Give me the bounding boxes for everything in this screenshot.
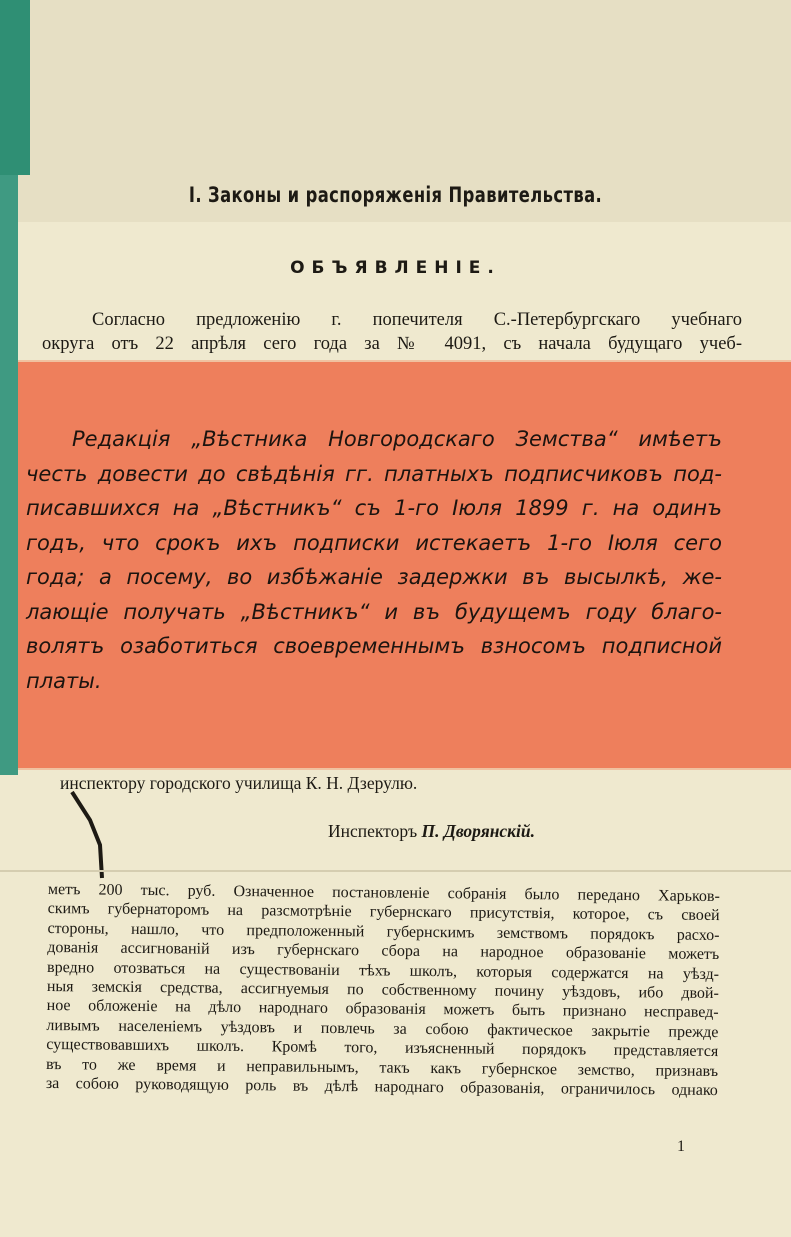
sticker-line: писавшихся на „Вѣстникъ“ съ 1-го Іюля 1899 г. на одинъ [26,496,722,520]
sticker-line: годъ, что срокъ ихъ подписки истекаетъ 1-го Іюля сего [26,530,722,555]
signature [328,821,535,842]
sticker-line: платы. [26,668,102,693]
cover-edge-top [0,0,30,175]
paper-tear-mark [70,790,110,880]
paragraph-3 [46,880,720,1100]
signature-name: П. Дворянскій. [421,821,536,841]
sticker-line: лающіе получать „Вѣстникъ“ и въ будущемъ году благо- [26,599,722,624]
paragraph-3-line: дованія ассигнованій изъ губернскаго сбора на народное образованіе можетъ [47,939,720,964]
paragraph-1-line-1: Согласно предложенію г. попечителя С.-Петербургскаго учебнаго [92,310,742,330]
announcement-title: ОБЪЯВЛЕНIЕ. [290,258,501,278]
page-number: 1 [677,1138,685,1155]
sticker-line: волятъ озаботиться своевременнымъ взносомъ подписной [26,634,722,658]
sticker-line: честь довести до свѣдѣнія гг. платныхъ подписчиковъ под- [26,461,722,486]
paragraph-3-line: стороны, нашло, что предположенный губернскимъ земствомъ порядокъ расхо- [47,919,720,944]
paragraph-3-line: ливымъ населеніемъ уѣздовъ и повлечь за собою фактическое закрытіе прежде [46,1016,719,1041]
signature-role: Инспекторъ [328,821,418,841]
paragraph-3-line: скимъ губернаторомъ на разсмотрѣніе губернскаго присутствія, которое, съ своей [47,900,720,925]
sticker-notice-text [26,422,722,698]
paragraph-2: инспектору городского училища К. Н. Дзерулю. [60,773,418,793]
paragraph-3-line: метъ 200 тыс. руб. Означенное постановленіе собранія было передано Харьков- [47,880,720,906]
sticker-line: года; а посему, во избѣжаніе задержки въ высылкѣ, же- [26,565,722,589]
page-fold-line [0,870,791,872]
paragraph-1 [42,308,742,356]
sticker-line: Редакція „Вѣстника Новгородскаго Земства“ имѣетъ [72,427,722,451]
paragraph-1-line-2: округа отъ 22 апрѣля сего года за № 4091, съ начала будущаго учеб- [42,334,742,354]
paragraph-3-line: въ то же время и неправильнымъ, такъ какъ губернское земство, признавъ [45,1055,719,1080]
paragraph-3-line: вредно отозваться на существованіи тѣхъ школъ, которыя содержатся на уѣзд- [46,958,720,983]
paragraph-3-line: за собою руководящую роль въ дѣлѣ народнаго образованія, ограничилось однако [45,1075,718,1100]
paragraph-3-line: ныя земскія средства, ассигнуемыя по собственному почину уѣздовъ, ибо двой- [46,978,719,1003]
paragraph-3-line: ное обложеніе на дѣло народнаго образованія можетъ быть признано несправед- [46,997,719,1022]
section-heading: I. Законы и распоряженія Правительства. [188,183,603,207]
paragraph-3-line: существовавшихъ школъ. Кромѣ того, изъясненный порядокъ представляется [46,1036,719,1061]
